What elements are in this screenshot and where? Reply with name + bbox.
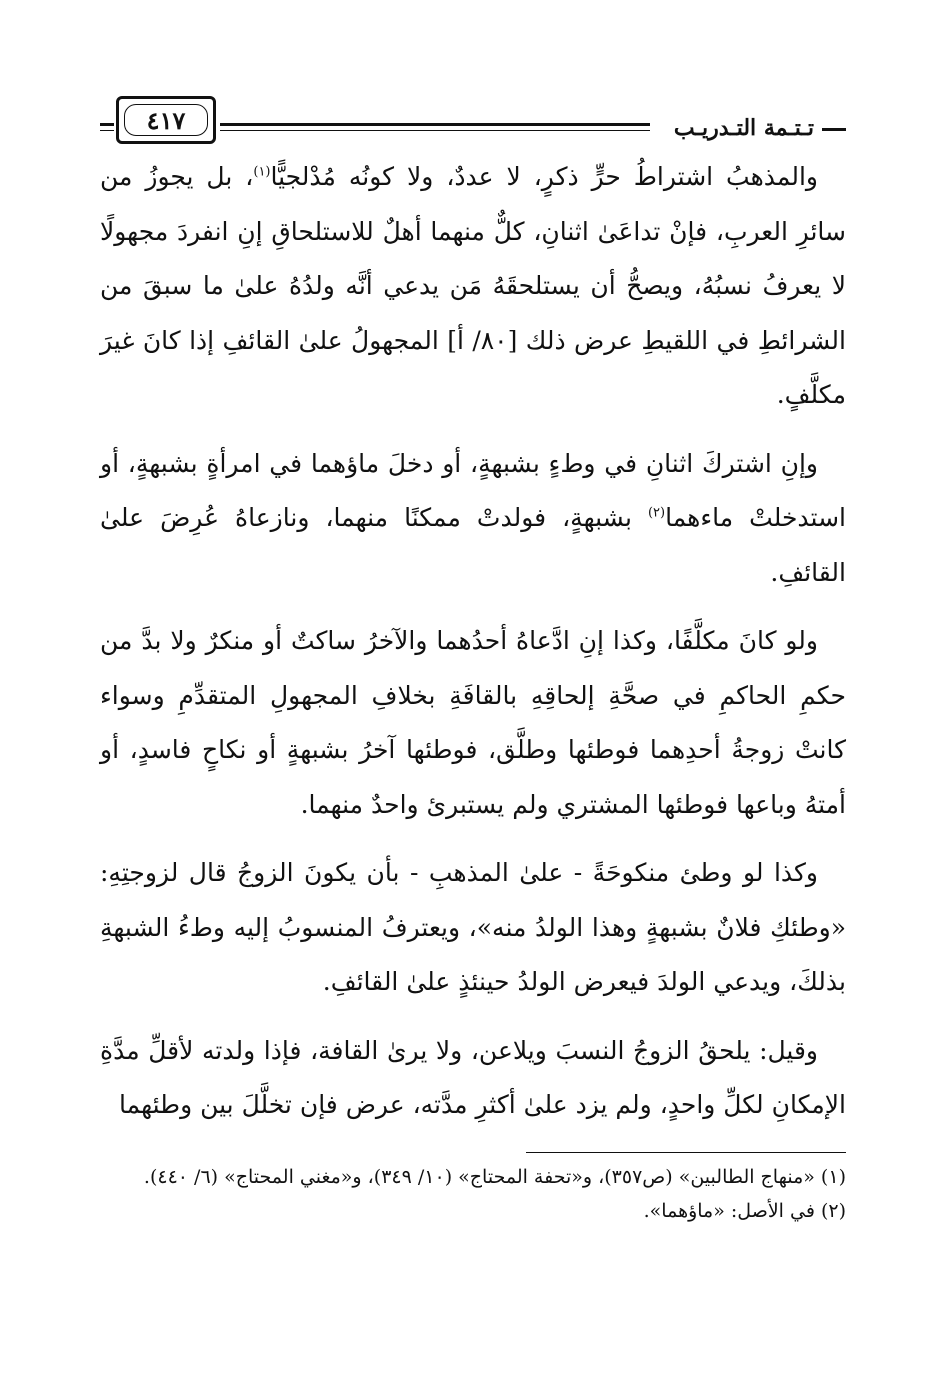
paragraph: وقيل: يلحقُ الزوجُ النسبَ ويلاعن، ولا يرىٰ القافة، فإذا ولدته لأقلِّ مدَّةِ الإمكانِ لكلِّ واحدٍ، ولم يزد علىٰ أكثرِ مدَّته، عرض فإن تخلَّلَ بين وطئهما <box>100 1035 846 1119</box>
page-number-frame <box>116 96 216 144</box>
footnote-marker: (١) <box>253 164 271 180</box>
header-rule <box>220 123 650 131</box>
header-rule-left <box>100 123 114 131</box>
paragraph-text: بشبهةٍ، فولدتْ ممكنًا منهما، ونازعاهُ عُرِضَ علىٰ القائفِ. <box>100 503 846 587</box>
footnotes <box>100 1160 846 1228</box>
footnote: (٢) في الأصل: «ماؤهما». <box>643 1200 846 1222</box>
page-number: ٤١٧ <box>124 104 208 136</box>
paragraph <box>100 437 846 601</box>
footnote: (١) «منهاج الطالبين» (ص٣٥٧)، و«تحفة المحتاج» (١٠/ ٣٤٩)، و«مغني المحتاج» (٦/ ٤٤٠). <box>143 1166 846 1188</box>
paragraph <box>100 150 846 423</box>
running-title: تـتـمة التـدريـب <box>668 114 820 142</box>
footnote-marker: (٢) <box>647 505 666 521</box>
paragraph-text: ، بل يجوزُ من سائرِ العربِ، فإنْ تداعَىٰ اثنانِ، كلٌّ منهما أهلٌ للاستلحاقِ إنِ انفردَ مجهولًا لا يعرفُ نسبُهُ، ويصحُّ أن يستلحقَهُ مَن يدعي أنَّه ولدُهُ علىٰ ما سبقَ من الشرائطِ في اللقيطِ عرض ذلك [٨٠/ أ] المجهولُ علىٰ القائفِ إذا كانَ غيرَ مكلَّفٍ. <box>100 162 846 409</box>
header-dash <box>822 128 846 131</box>
paragraph: ولو كانَ مكلَّفًا، وكذا إنِ ادَّعاهُ أحدُهما والآخرُ ساكتٌ أو منكرٌ ولا بدَّ من حكمِ الحاكمِ في صحَّةِ إلحاقِهِ بالقافَةِ بخلافِ المجهولِ المتقدِّمِ وسواء كانتْ زوجةُ أحدِهما فوطئها وطلَّق، فوطئها آخرُ بشبهةٍ أو نكاحٍ فاسدٍ، أو أمتهُ وباعها فوطئها المشتري ولم يستبرئ واحدٌ منهما. <box>100 626 846 819</box>
paragraph: وكذا لو وطئ منكوحَةً - علىٰ المذهبِ - بأن يكونَ الزوجُ قال لزوجتِهِ: «وطئكِ فلانٌ بشبهةٍ وهذا الولدُ منه»، ويعترفُ المنسوبُ إليه وطءُ الشبهةِ بذلكَ، ويدعي الولدَ فيعرض الولدُ حينئذٍ علىٰ القائفِ. <box>100 858 846 996</box>
paragraph-text: والمذهبُ اشتراطُ حرٍّ ذكرٍ، لا عددٌ، ولا كونُه مُدْلجيًّا <box>270 162 818 191</box>
main-text <box>100 150 846 1147</box>
paragraph-text: وإنِ اشتركَ اثنانِ في وطءٍ بشبهةٍ، أو دخلَ ماؤهما في امرأةٍ بشبهةٍ، أو استدخلتْ ماءهما <box>100 448 846 532</box>
footnote-separator <box>526 1152 846 1153</box>
running-header <box>100 92 846 148</box>
